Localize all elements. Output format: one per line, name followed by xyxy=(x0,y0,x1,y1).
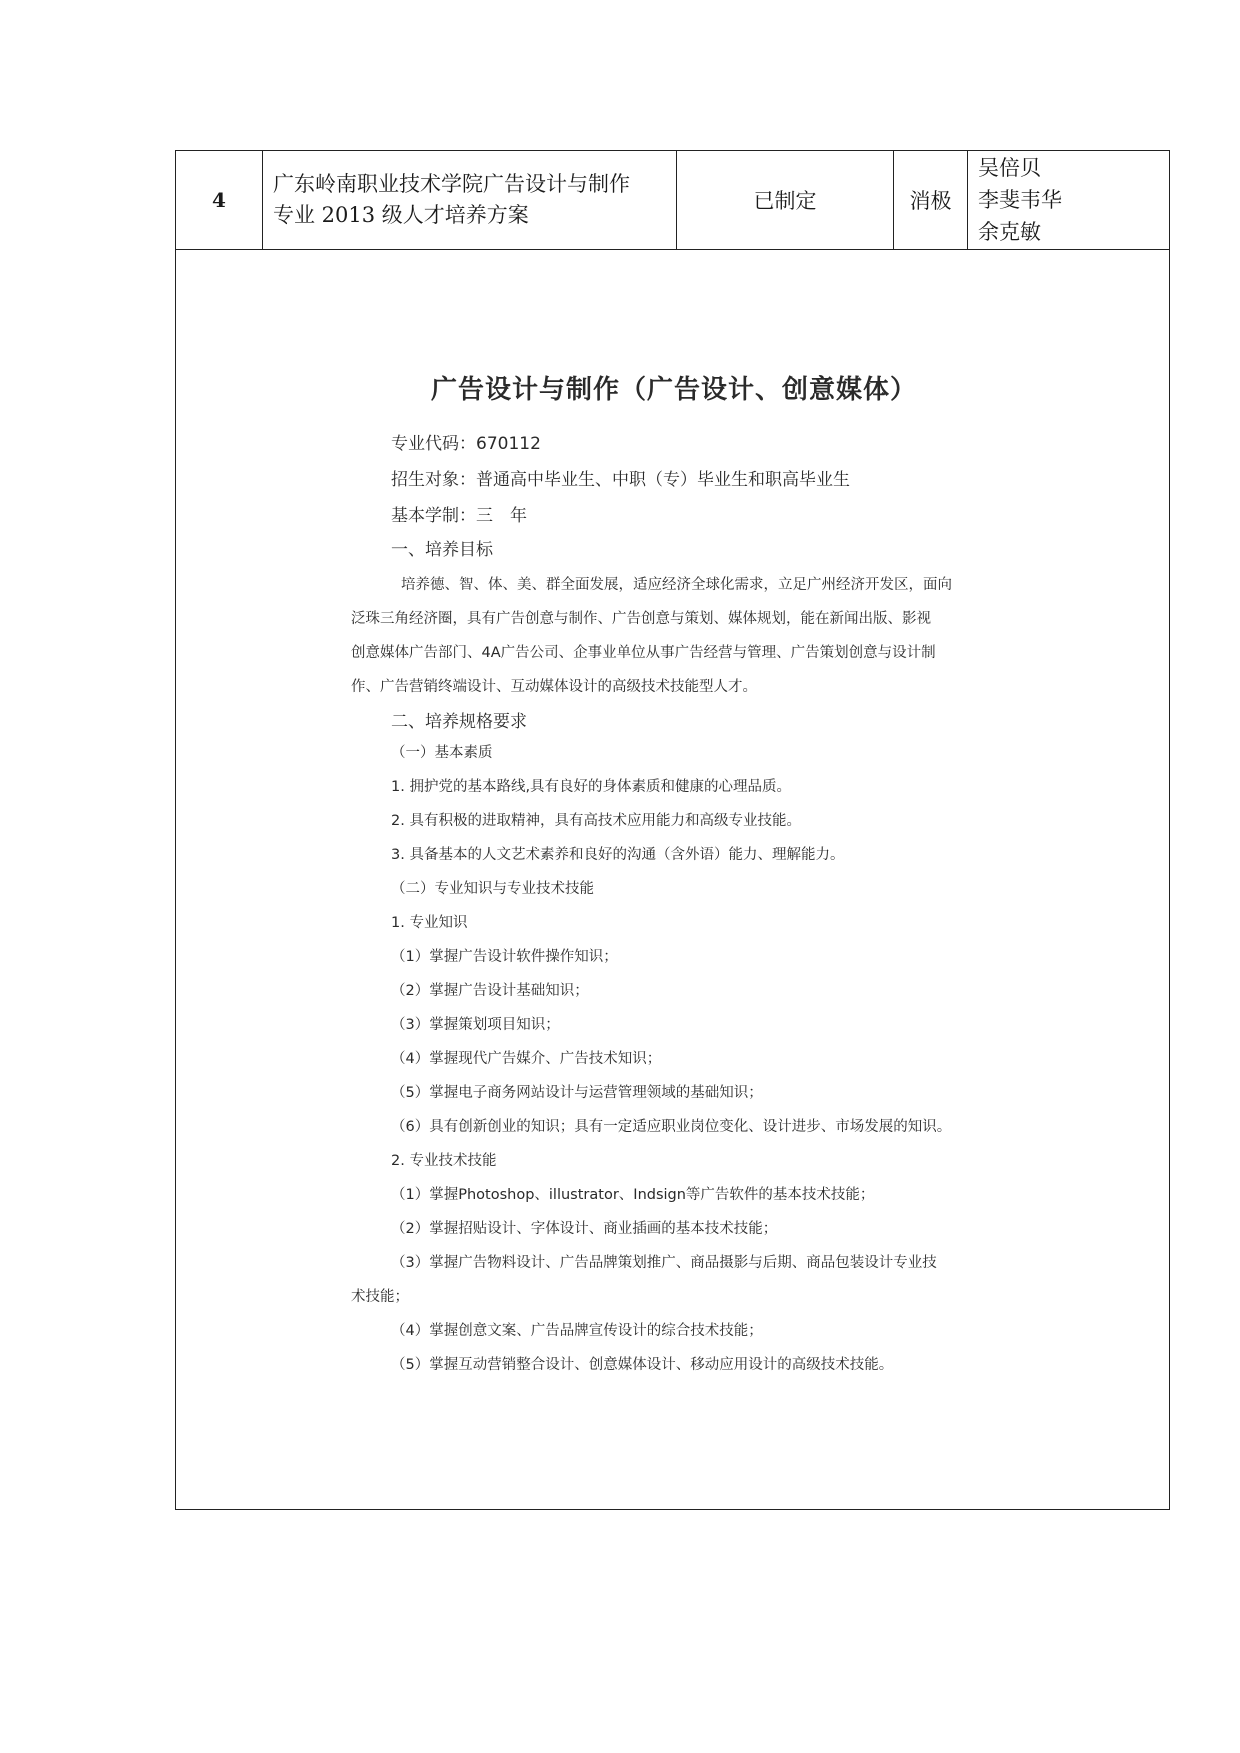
enrollment-target: 招生对象：普通高中毕业生、中职（专）毕业生和职高毕业生 xyxy=(391,470,850,490)
outer-table xyxy=(175,150,1170,1510)
list-item: （2）掌握广告设计基础知识； xyxy=(391,983,589,999)
list-item: （5）掌握电子商务网站设计与运营管理领域的基础知识； xyxy=(391,1085,763,1101)
paragraph-line: 培养德、智、体、美、群全面发展，适应经济全球化需求，立足广州经济开发区，面向 xyxy=(401,577,952,593)
list-item: 3. 具备基本的人文艺术素养和良好的沟通（含外语）能力、理解能力。 xyxy=(391,847,845,863)
program-code: 专业代码：670112 xyxy=(391,434,541,454)
subsection-heading: 1. 专业知识 xyxy=(391,915,468,931)
people-cell xyxy=(968,151,1169,249)
paragraph-line: 作、广告营销终端设计、互动媒体设计的高级技术技能型人才。 xyxy=(351,679,757,695)
subsection-heading: 2. 专业技术技能 xyxy=(391,1153,497,1169)
row-number: 4 xyxy=(176,151,263,249)
subsection-heading: （二）专业知识与专业技术技能 xyxy=(391,881,594,897)
list-item: （3）掌握策划项目知识； xyxy=(391,1017,560,1033)
person-name: 余克敏 xyxy=(978,220,1041,244)
list-item: （6）具有创新创业的知识；具有一定适应职业岗位变化、设计进步、市场发展的知识。 xyxy=(391,1119,952,1135)
person-name: 李斐韦华 xyxy=(978,188,1062,212)
list-item: （3）掌握广告物料设计、广告品牌策划推广、商品摄影与后期、商品包装设计专业技 xyxy=(391,1255,937,1271)
embedded-document-image xyxy=(351,361,1011,1391)
program-name-line1: 广东岭南职业技术学院广告设计与制作 xyxy=(273,172,630,196)
program-name-line2: 专业 2013 级人才培养方案 xyxy=(273,203,529,227)
status-cell: 已制定 xyxy=(677,151,894,249)
document-title: 广告设计与制作（广告设计、创意媒体） xyxy=(431,375,918,405)
list-item: 术技能； xyxy=(351,1289,409,1305)
list-item: （4）掌握创意文案、广告品牌宣传设计的综合技术技能； xyxy=(391,1323,763,1339)
program-duration: 基本学制：三 年 xyxy=(391,506,527,526)
list-item: 2. 具有积极的进取精神，具有高技术应用能力和高级专业技能。 xyxy=(391,813,801,829)
paragraph-line: 创意媒体广告部门、4A广告公司、企事业单位从事广告经营与管理、广告策划创意与设计制 xyxy=(351,645,936,661)
list-item: （5）掌握互动营销整合设计、创意媒体设计、移动应用设计的高级技术技能。 xyxy=(391,1357,894,1373)
subsection-heading: （一）基本素质 xyxy=(391,745,493,761)
person-name: 吴倍贝 xyxy=(978,156,1041,180)
list-item: （1）掌握广告设计软件操作知识； xyxy=(391,949,618,965)
table-row xyxy=(176,151,1169,250)
list-item: 1. 拥护党的基本路线,具有良好的身体素质和健康的心理品质。 xyxy=(391,779,792,795)
list-item: （2）掌握招贴设计、字体设计、商业插画的基本技术技能； xyxy=(391,1221,778,1237)
paragraph-line: 泛珠三角经济圈，具有广告创意与制作、广告创意与策划、媒体规划，能在新闻出版、影视 xyxy=(351,611,931,627)
program-name-cell xyxy=(263,151,677,249)
list-item: （1）掌握Photoshop、illustrator、Indsign等广告软件的基本技术技能； xyxy=(391,1187,875,1203)
attitude-cell: 消极 xyxy=(894,151,968,249)
list-item: （4）掌握现代广告媒介、广告技术知识； xyxy=(391,1051,662,1067)
section-heading: 一、培养目标 xyxy=(391,540,493,560)
section-heading: 二、培养规格要求 xyxy=(391,712,527,732)
